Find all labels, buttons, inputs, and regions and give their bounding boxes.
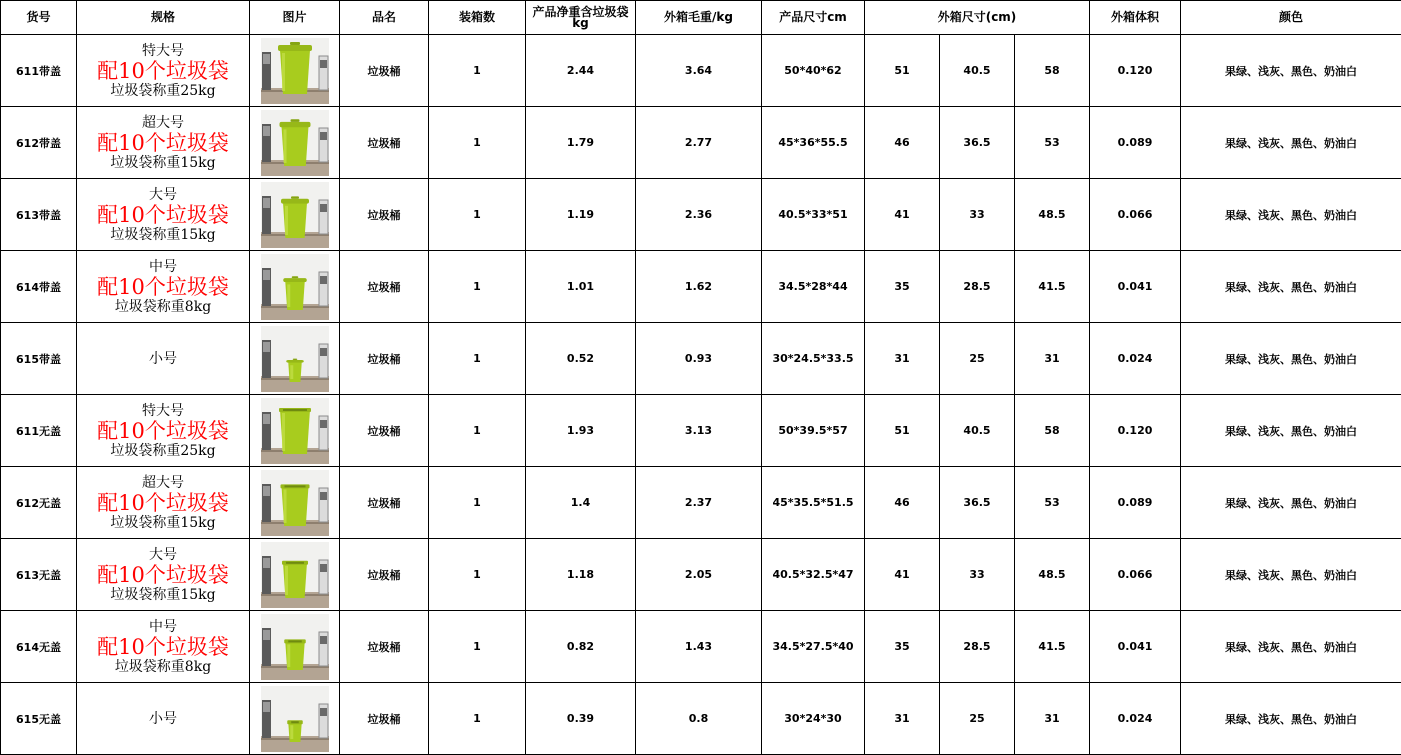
carton-volume-cell[interactable]: 0.024 bbox=[1090, 683, 1181, 755]
spec-cell[interactable] bbox=[77, 467, 250, 539]
pack-qty-cell[interactable]: 1 bbox=[429, 683, 526, 755]
header-carton-size[interactable]: 外箱尺寸(cm) bbox=[865, 1, 1090, 35]
spec-bags-promo: 配10个垃圾袋 bbox=[97, 61, 229, 82]
carton-length-cell[interactable]: 51 bbox=[865, 35, 940, 107]
carton-volume-cell[interactable]: 0.120 bbox=[1090, 35, 1181, 107]
net-weight-cell[interactable]: 1.01 bbox=[526, 251, 636, 323]
color-cell[interactable]: 果绿、浅灰、黑色、奶油白 bbox=[1181, 611, 1401, 683]
spec-bags-promo: 配10个垃圾袋 bbox=[97, 205, 229, 226]
product-size-cell[interactable]: 50*40*62 bbox=[762, 35, 865, 107]
table-body bbox=[1, 35, 1401, 755]
header-gross-weight[interactable]: 外箱毛重/kg bbox=[636, 1, 762, 35]
header-item-no[interactable]: 货号 bbox=[1, 1, 77, 35]
spec-block bbox=[77, 188, 249, 242]
carton-volume-cell[interactable]: 0.024 bbox=[1090, 323, 1181, 395]
trash-bin-photo bbox=[261, 542, 329, 608]
gross-weight-cell[interactable]: 2.37 bbox=[636, 467, 762, 539]
product-size-cell[interactable]: 40.5*33*51 bbox=[762, 179, 865, 251]
gross-weight-cell[interactable]: 2.77 bbox=[636, 107, 762, 179]
carton-length-cell[interactable]: 51 bbox=[865, 395, 940, 467]
table-row bbox=[1, 467, 1401, 539]
name-cell[interactable]: 垃圾桶 bbox=[340, 35, 429, 107]
spec-block bbox=[77, 476, 249, 530]
header-image[interactable]: 图片 bbox=[250, 1, 340, 35]
spec-cell[interactable] bbox=[77, 539, 250, 611]
carton-width-cell[interactable]: 36.5 bbox=[940, 107, 1015, 179]
color-cell[interactable]: 果绿、浅灰、黑色、奶油白 bbox=[1181, 395, 1401, 467]
name-cell[interactable]: 垃圾桶 bbox=[340, 467, 429, 539]
header-row bbox=[1, 1, 1401, 35]
gross-weight-cell[interactable]: 2.36 bbox=[636, 179, 762, 251]
spec-block bbox=[77, 712, 249, 726]
carton-width-cell[interactable]: 28.5 bbox=[940, 251, 1015, 323]
spec-size: 小号 bbox=[149, 712, 177, 726]
spec-bag-weight: 垃圾袋称重15kg bbox=[110, 156, 215, 170]
table-row bbox=[1, 35, 1401, 107]
net-weight-cell[interactable]: 0.82 bbox=[526, 611, 636, 683]
carton-length-cell[interactable]: 35 bbox=[865, 251, 940, 323]
pack-qty-cell[interactable]: 1 bbox=[429, 179, 526, 251]
trash-bin-photo bbox=[261, 38, 329, 104]
item-no-cell[interactable]: 615带盖 bbox=[1, 323, 77, 395]
color-cell[interactable]: 果绿、浅灰、黑色、奶油白 bbox=[1181, 251, 1401, 323]
product-size-cell[interactable]: 40.5*32.5*47 bbox=[762, 539, 865, 611]
header-product-size[interactable]: 产品尺寸cm bbox=[762, 1, 865, 35]
spec-size: 特大号 bbox=[142, 404, 184, 418]
image-cell[interactable] bbox=[250, 467, 340, 539]
carton-width-cell[interactable]: 36.5 bbox=[940, 467, 1015, 539]
spec-size: 大号 bbox=[149, 188, 177, 202]
header-net-weight-line1: 产品净重含垃圾袋 bbox=[532, 5, 628, 19]
product-size-cell[interactable]: 30*24.5*33.5 bbox=[762, 323, 865, 395]
spec-cell[interactable] bbox=[77, 179, 250, 251]
spec-bag-weight: 垃圾袋称重8kg bbox=[115, 660, 211, 674]
net-weight-cell[interactable]: 1.19 bbox=[526, 179, 636, 251]
color-cell[interactable]: 果绿、浅灰、黑色、奶油白 bbox=[1181, 179, 1401, 251]
spec-cell[interactable] bbox=[77, 251, 250, 323]
name-cell[interactable]: 垃圾桶 bbox=[340, 251, 429, 323]
spec-block bbox=[77, 404, 249, 458]
pack-qty-cell[interactable]: 1 bbox=[429, 611, 526, 683]
net-weight-cell[interactable]: 0.39 bbox=[526, 683, 636, 755]
carton-height-cell[interactable]: 31 bbox=[1015, 323, 1090, 395]
table-row bbox=[1, 179, 1401, 251]
color-cell[interactable]: 果绿、浅灰、黑色、奶油白 bbox=[1181, 107, 1401, 179]
gross-weight-cell[interactable]: 1.43 bbox=[636, 611, 762, 683]
product-size-cell[interactable]: 34.5*28*44 bbox=[762, 251, 865, 323]
spec-cell[interactable] bbox=[77, 323, 250, 395]
spec-bag-weight: 垃圾袋称重15kg bbox=[110, 228, 215, 242]
pack-qty-cell[interactable]: 1 bbox=[429, 323, 526, 395]
carton-width-cell[interactable]: 40.5 bbox=[940, 35, 1015, 107]
carton-height-cell[interactable]: 41.5 bbox=[1015, 251, 1090, 323]
color-cell[interactable]: 果绿、浅灰、黑色、奶油白 bbox=[1181, 539, 1401, 611]
trash-bin-photo bbox=[261, 398, 329, 464]
spec-size: 中号 bbox=[149, 260, 177, 274]
item-no-cell[interactable]: 611无盖 bbox=[1, 395, 77, 467]
item-no-cell[interactable]: 612无盖 bbox=[1, 467, 77, 539]
spec-block bbox=[77, 260, 249, 314]
table-row bbox=[1, 395, 1401, 467]
gross-weight-cell[interactable]: 1.62 bbox=[636, 251, 762, 323]
item-no-cell[interactable]: 615无盖 bbox=[1, 683, 77, 755]
carton-height-cell[interactable]: 48.5 bbox=[1015, 179, 1090, 251]
table-row bbox=[1, 611, 1401, 683]
trash-bin-photo bbox=[261, 470, 329, 536]
trash-bin-photo bbox=[261, 326, 329, 392]
image-cell[interactable] bbox=[250, 539, 340, 611]
table-row bbox=[1, 539, 1401, 611]
name-cell[interactable]: 垃圾桶 bbox=[340, 395, 429, 467]
header-carton-volume[interactable]: 外箱体积 bbox=[1090, 1, 1181, 35]
spec-bags-promo: 配10个垃圾袋 bbox=[97, 421, 229, 442]
carton-length-cell[interactable]: 35 bbox=[865, 611, 940, 683]
image-cell[interactable] bbox=[250, 395, 340, 467]
gross-weight-cell[interactable]: 0.93 bbox=[636, 323, 762, 395]
spec-block bbox=[77, 44, 249, 98]
spec-bags-promo: 配10个垃圾袋 bbox=[97, 493, 229, 514]
spec-size: 大号 bbox=[149, 548, 177, 562]
carton-height-cell[interactable]: 48.5 bbox=[1015, 539, 1090, 611]
item-no-cell[interactable]: 613无盖 bbox=[1, 539, 77, 611]
item-no-cell[interactable]: 614带盖 bbox=[1, 251, 77, 323]
carton-height-cell[interactable]: 53 bbox=[1015, 467, 1090, 539]
pack-qty-cell[interactable]: 1 bbox=[429, 251, 526, 323]
spec-bag-weight: 垃圾袋称重25kg bbox=[110, 444, 215, 458]
item-no-cell[interactable]: 612带盖 bbox=[1, 107, 77, 179]
product-size-cell[interactable]: 50*39.5*57 bbox=[762, 395, 865, 467]
item-no-cell[interactable]: 614无盖 bbox=[1, 611, 77, 683]
carton-volume-cell[interactable]: 0.041 bbox=[1090, 251, 1181, 323]
spec-bags-promo: 配10个垃圾袋 bbox=[97, 637, 229, 658]
name-cell[interactable]: 垃圾桶 bbox=[340, 683, 429, 755]
spec-block bbox=[77, 116, 249, 170]
spec-cell[interactable] bbox=[77, 611, 250, 683]
spec-bags-promo: 配10个垃圾袋 bbox=[97, 133, 229, 154]
carton-width-cell[interactable]: 25 bbox=[940, 683, 1015, 755]
header-net-weight-line2: kg bbox=[572, 16, 589, 30]
carton-width-cell[interactable]: 33 bbox=[940, 539, 1015, 611]
carton-height-cell[interactable]: 58 bbox=[1015, 35, 1090, 107]
carton-length-cell[interactable]: 46 bbox=[865, 467, 940, 539]
product-size-cell[interactable]: 45*36*55.5 bbox=[762, 107, 865, 179]
image-cell[interactable] bbox=[250, 179, 340, 251]
color-cell[interactable]: 果绿、浅灰、黑色、奶油白 bbox=[1181, 467, 1401, 539]
carton-volume-cell[interactable]: 0.089 bbox=[1090, 467, 1181, 539]
net-weight-cell[interactable]: 1.18 bbox=[526, 539, 636, 611]
spec-size: 中号 bbox=[149, 620, 177, 634]
spec-bag-weight: 垃圾袋称重15kg bbox=[110, 588, 215, 602]
color-cell[interactable]: 果绿、浅灰、黑色、奶油白 bbox=[1181, 35, 1401, 107]
header-pack-qty[interactable]: 装箱数 bbox=[429, 1, 526, 35]
spec-size: 特大号 bbox=[142, 44, 184, 58]
spec-cell[interactable] bbox=[77, 107, 250, 179]
trash-bin-photo bbox=[261, 182, 329, 248]
net-weight-cell[interactable]: 1.4 bbox=[526, 467, 636, 539]
item-no-cell[interactable]: 611带盖 bbox=[1, 35, 77, 107]
spec-size: 小号 bbox=[149, 352, 177, 366]
carton-height-cell[interactable]: 31 bbox=[1015, 683, 1090, 755]
carton-width-cell[interactable]: 25 bbox=[940, 323, 1015, 395]
color-cell[interactable]: 果绿、浅灰、黑色、奶油白 bbox=[1181, 323, 1401, 395]
name-cell[interactable]: 垃圾桶 bbox=[340, 611, 429, 683]
carton-volume-cell[interactable]: 0.041 bbox=[1090, 611, 1181, 683]
table-row bbox=[1, 251, 1401, 323]
carton-length-cell[interactable]: 46 bbox=[865, 107, 940, 179]
trash-bin-photo bbox=[261, 686, 329, 752]
carton-volume-cell[interactable]: 0.066 bbox=[1090, 179, 1181, 251]
carton-volume-cell[interactable]: 0.089 bbox=[1090, 107, 1181, 179]
color-cell[interactable]: 果绿、浅灰、黑色、奶油白 bbox=[1181, 683, 1401, 755]
spec-block bbox=[77, 548, 249, 602]
carton-height-cell[interactable]: 53 bbox=[1015, 107, 1090, 179]
image-cell[interactable] bbox=[250, 107, 340, 179]
gross-weight-cell[interactable]: 3.13 bbox=[636, 395, 762, 467]
spec-bags-promo: 配10个垃圾袋 bbox=[97, 565, 229, 586]
item-no-cell[interactable]: 613带盖 bbox=[1, 179, 77, 251]
gross-weight-cell[interactable]: 2.05 bbox=[636, 539, 762, 611]
spec-cell[interactable] bbox=[77, 35, 250, 107]
product-size-cell[interactable]: 34.5*27.5*40 bbox=[762, 611, 865, 683]
carton-height-cell[interactable]: 58 bbox=[1015, 395, 1090, 467]
spec-cell[interactable] bbox=[77, 395, 250, 467]
spec-bag-weight: 垃圾袋称重25kg bbox=[110, 84, 215, 98]
header-name[interactable]: 品名 bbox=[340, 1, 429, 35]
gross-weight-cell[interactable]: 0.8 bbox=[636, 683, 762, 755]
pack-qty-cell[interactable]: 1 bbox=[429, 35, 526, 107]
carton-length-cell[interactable]: 41 bbox=[865, 539, 940, 611]
carton-volume-cell[interactable]: 0.120 bbox=[1090, 395, 1181, 467]
product-size-cell[interactable]: 45*35.5*51.5 bbox=[762, 467, 865, 539]
gross-weight-cell[interactable]: 3.64 bbox=[636, 35, 762, 107]
name-cell[interactable]: 垃圾桶 bbox=[340, 107, 429, 179]
image-cell[interactable] bbox=[250, 611, 340, 683]
image-cell[interactable] bbox=[250, 251, 340, 323]
pack-qty-cell[interactable]: 1 bbox=[429, 539, 526, 611]
pack-qty-cell[interactable]: 1 bbox=[429, 467, 526, 539]
carton-volume-cell[interactable]: 0.066 bbox=[1090, 539, 1181, 611]
pack-qty-cell[interactable]: 1 bbox=[429, 395, 526, 467]
table-row bbox=[1, 683, 1401, 755]
carton-length-cell[interactable]: 31 bbox=[865, 683, 940, 755]
header-color[interactable]: 颜色 bbox=[1181, 1, 1401, 35]
spec-size: 超大号 bbox=[142, 476, 184, 490]
table-row bbox=[1, 107, 1401, 179]
name-cell[interactable]: 垃圾桶 bbox=[340, 539, 429, 611]
carton-length-cell[interactable]: 31 bbox=[865, 323, 940, 395]
spec-bag-weight: 垃圾袋称重15kg bbox=[110, 516, 215, 530]
spec-bags-promo: 配10个垃圾袋 bbox=[97, 277, 229, 298]
net-weight-cell[interactable]: 1.79 bbox=[526, 107, 636, 179]
carton-width-cell[interactable]: 28.5 bbox=[940, 611, 1015, 683]
product-size-cell[interactable]: 30*24*30 bbox=[762, 683, 865, 755]
spec-size: 超大号 bbox=[142, 116, 184, 130]
spec-block bbox=[77, 620, 249, 674]
carton-length-cell[interactable]: 41 bbox=[865, 179, 940, 251]
trash-bin-photo bbox=[261, 254, 329, 320]
net-weight-cell[interactable]: 1.93 bbox=[526, 395, 636, 467]
carton-height-cell[interactable]: 41.5 bbox=[1015, 611, 1090, 683]
spec-cell[interactable] bbox=[77, 683, 250, 755]
image-cell[interactable] bbox=[250, 323, 340, 395]
pack-qty-cell[interactable]: 1 bbox=[429, 107, 526, 179]
net-weight-cell[interactable]: 2.44 bbox=[526, 35, 636, 107]
carton-width-cell[interactable]: 40.5 bbox=[940, 395, 1015, 467]
name-cell[interactable]: 垃圾桶 bbox=[340, 323, 429, 395]
trash-bin-photo bbox=[261, 110, 329, 176]
image-cell[interactable] bbox=[250, 683, 340, 755]
name-cell[interactable]: 垃圾桶 bbox=[340, 179, 429, 251]
net-weight-cell[interactable]: 0.52 bbox=[526, 323, 636, 395]
table-row bbox=[1, 323, 1401, 395]
trash-bin-photo bbox=[261, 614, 329, 680]
image-cell[interactable] bbox=[250, 35, 340, 107]
header-net-weight[interactable] bbox=[526, 1, 636, 35]
spec-bag-weight: 垃圾袋称重8kg bbox=[115, 300, 211, 314]
carton-width-cell[interactable]: 33 bbox=[940, 179, 1015, 251]
header-spec[interactable]: 规格 bbox=[77, 1, 250, 35]
spec-block bbox=[77, 352, 249, 366]
